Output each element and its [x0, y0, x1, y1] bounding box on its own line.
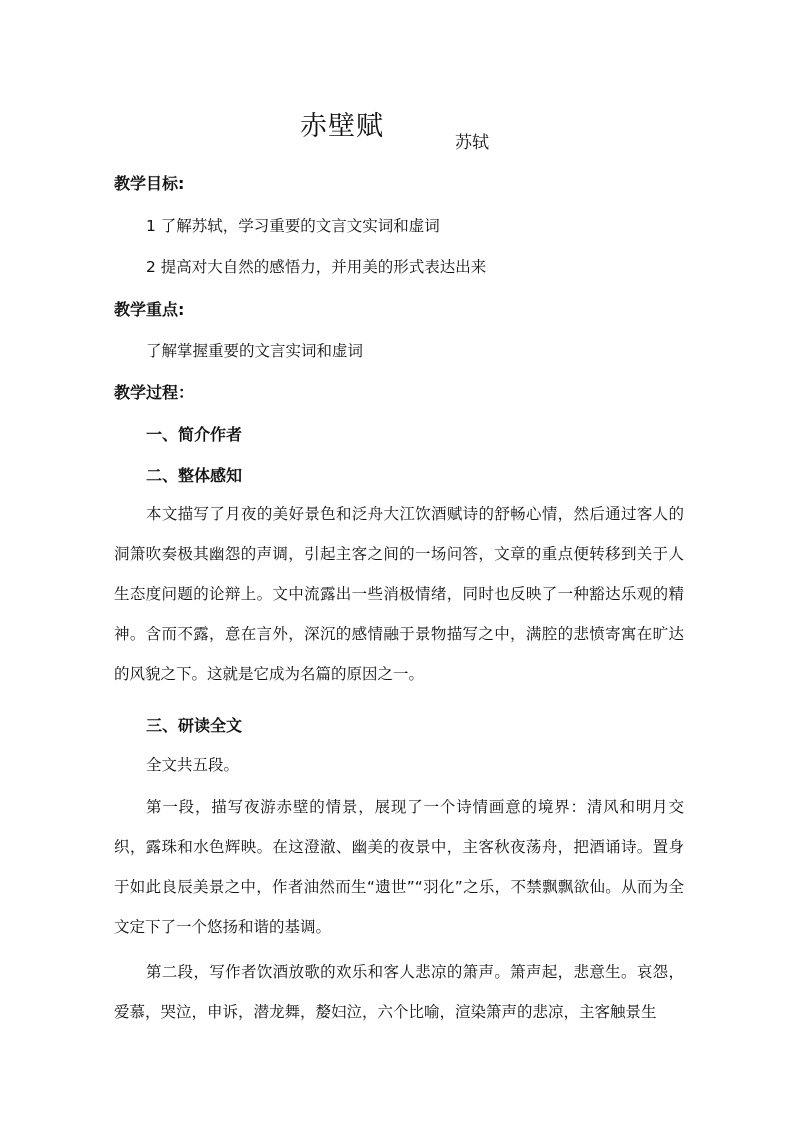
- subheading-author-intro: 一、简介作者: [146, 425, 243, 444]
- goal-item-1: 1 了解苏轼，学习重要的文言文实词和虚词: [146, 217, 440, 235]
- process-heading: 教学过程：: [114, 383, 195, 402]
- author-name: 苏轼: [455, 133, 489, 153]
- focus-text: 了解掌握重要的文言实词和虚词: [146, 342, 364, 360]
- goal-item-2: 2 提高对大自然的感悟力，并用美的形式表达出来: [146, 258, 487, 276]
- paragraph-first-section: 第一段，描写夜游赤壁的情景，展现了一个诗情画意的境界：清风和明月交织，露珠和水色辉映。在这澄澈、幽美的夜景中，主客秋夜荡舟，把酒诵诗。置身于如此良辰美景之中，作者油然而生“遗世”“羽化”之乐，不禁飘飘欲仙。从而为全文定下了一个悠扬和谐的基调。: [114, 798, 684, 936]
- focus-heading: 教学重点:: [114, 300, 185, 319]
- subheading-overview: 二、整体感知: [146, 466, 243, 485]
- paragraph-five-sections: 全文共五段。: [146, 756, 240, 774]
- subheading-close-reading: 三、研读全文: [146, 716, 243, 735]
- goals-heading: 教学目标:: [114, 174, 185, 193]
- paragraph-overview: 本文描写了月夜的美好景色和泛舟大江饮酒赋诗的舒畅心情，然后通过客人的洞箫吹奏极其幽怨的声调，引起主客之间的一场问答，文章的重点便转移到关于人生态度问题的论辩上。文中流露出一些消极情绪，同时也反映了一种豁达乐观的精神。含而不露，意在言外，深沉的感情融于景物描写之中，满腔的悲愤寄寓在旷达的风貌之下。这就是它成为名篇的原因之一。: [114, 505, 684, 683]
- paragraph-second-section: 第二段，写作者饮酒放歌的欢乐和客人悲凉的箫声。箫声起，悲意生。哀怨，爱慕，哭泣，申诉，潜龙舞，嫠妇泣，六个比喻，渲染箫声的悲凉，主客触景生: [114, 963, 684, 1021]
- page-title: 赤壁赋: [300, 111, 384, 142]
